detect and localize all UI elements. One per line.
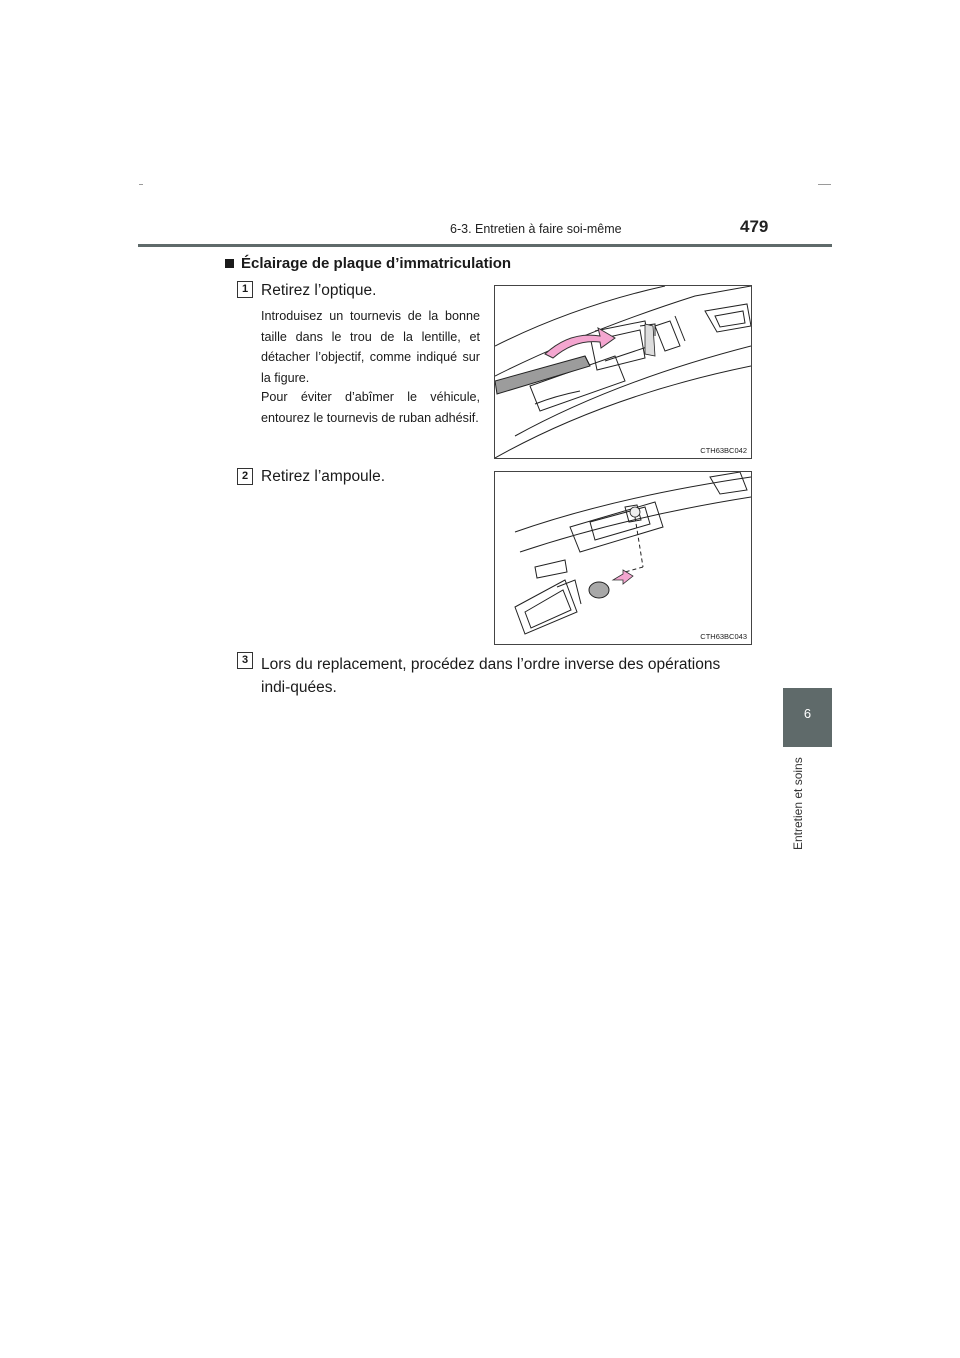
chapter-label: Entretien et soins (791, 757, 805, 850)
figure-code: CTH63BC043 (700, 632, 747, 641)
section-title-text: Éclairage de plaque d’immatriculation (241, 255, 512, 272)
figure-code: CTH63BC042 (700, 446, 747, 455)
figure-bulb-removal (494, 471, 752, 645)
figure-lens-removal (494, 285, 752, 459)
step-badge-2: 2 (237, 468, 253, 485)
step-1-paragraph-1: Introduisez un tournevis de la bonne taille dans le trou de la lentille, et détacher l’objectif, comme indiqué sur la figure. (261, 309, 480, 385)
square-bullet-icon (225, 259, 234, 268)
section-title (225, 255, 511, 272)
chapter-tab (783, 688, 832, 747)
step-2-heading: Retirez l’ampoule. (261, 468, 386, 485)
step-badge-3: 3 (237, 652, 253, 669)
step-3-text: Lors du replacement, procédez dans l’ordre inverse des opérations indi-quées. (261, 656, 721, 696)
step-1-heading: Retirez l’optique. (261, 282, 377, 299)
crop-mark-left (139, 184, 143, 185)
header-rule (138, 244, 832, 247)
page-number: 479 (740, 217, 769, 236)
step-1-paragraph-2: Pour éviter d’abîmer le véhicule, entourez le tournevis de ruban adhésif. (261, 390, 480, 425)
chapter-number: 6 (803, 706, 812, 721)
bulb-removal-illustration (495, 472, 751, 644)
crop-mark-right (818, 184, 831, 185)
lens-removal-illustration (495, 286, 751, 458)
step-badge-1: 1 (237, 281, 253, 298)
header-section-title: 6-3. Entretien à faire soi-même (450, 222, 622, 236)
